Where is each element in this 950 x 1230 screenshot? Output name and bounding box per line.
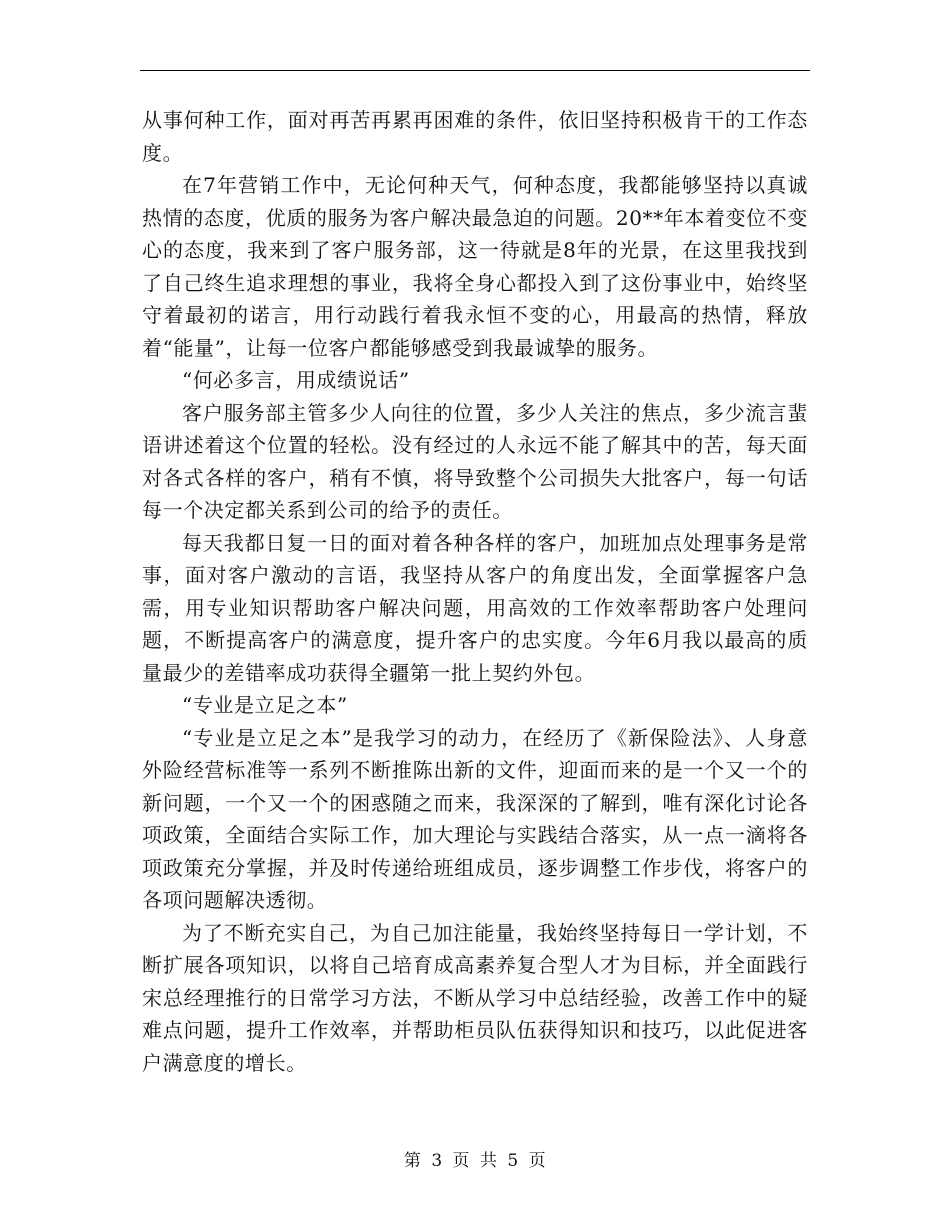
paragraph: 在7年营销工作中，无论何种天气，何种态度，我都能够坚持以真诚热情的态度，优质的服务为客户解决最急迫的问题。20**年本着变位不变心的态度，我来到了客户服务部，这一待就是8年的光景，在这里我找到了自己终生追求理想的事业，我将全身心都投入到了这份事业中，始终坚守着最初的诺言，用行动践行着我永恒不变的心，用最高的热情，释放着“能量”，让每一位客户都能够感受到我最诚挚的服务。 [142, 173, 808, 360]
header-rule [140, 70, 810, 71]
section-heading: “专业是立足之本” [182, 693, 348, 717]
document-body [142, 104, 808, 1079]
page-footer [0, 1146, 950, 1171]
paragraph: “专业是立足之本”是我学习的动力，在经历了《新保险法》、人身意外险经营标准等一系列不断推陈出新的文件，迎面而来的是一个又一个的新问题，一个又一个的困惑随之而来，我深深的了解到，唯有深化讨论各项政策，全面结合实际工作，加大理论与实践结合落实，从一点一滴将各项政策充分掌握，并及时传递给班组成员，逐步调整工作步伐，将客户的各项问题解决透彻。 [142, 725, 808, 912]
footer-total-pages: 5 [507, 1151, 519, 1171]
footer-prefix: 第 [403, 1151, 422, 1171]
paragraph: 客户服务部主管多少人向往的位置，多少人关注的焦点，多少流言蜚语讲述着这个位置的轻松。没有经过的人永远不能了解其中的苦，每天面对各式各样的客户，稍有不慎，将导致整个公司损失大批客户，每一句话每一个决定都关系到公司的给予的责任。 [142, 400, 808, 522]
footer-current-page: 3 [431, 1151, 443, 1171]
paragraph: 每天我都日复一日的面对着各种各样的客户，加班加点处理事务是常事，面对客户激动的言语，我坚持从客户的角度出发，全面掌握客户急需，用专业知识帮助客户解决问题，用高效的工作效率帮助客户处理问题，不断提高客户的满意度，提升客户的忠实度。今年6月我以最高的质量最少的差错率成功获得全疆第一批上契约外包。 [142, 530, 808, 685]
paragraph: 从事何种工作，面对再苦再累再困难的条件，依旧坚持积极肯干的工作态度。 [142, 108, 808, 165]
section-heading: “何必多言，用成绩说话” [182, 368, 410, 392]
footer-page-word: 页 [452, 1151, 471, 1171]
footer-total-word: 共 [479, 1151, 498, 1171]
paragraph: 为了不断充实自己，为自己加注能量，我始终坚持每日一学计划，不断扩展各项知识，以将自己培育成高素养复合型人才为目标，并全面践行宋总经理推行的日常学习方法，不断从学习中总结经验，改善工作中的疑难点问题，提升工作效率，并帮助柜员队伍获得知识和技巧，以此促进客户满意度的增长。 [142, 920, 808, 1075]
footer-suffix: 页 [528, 1151, 547, 1171]
